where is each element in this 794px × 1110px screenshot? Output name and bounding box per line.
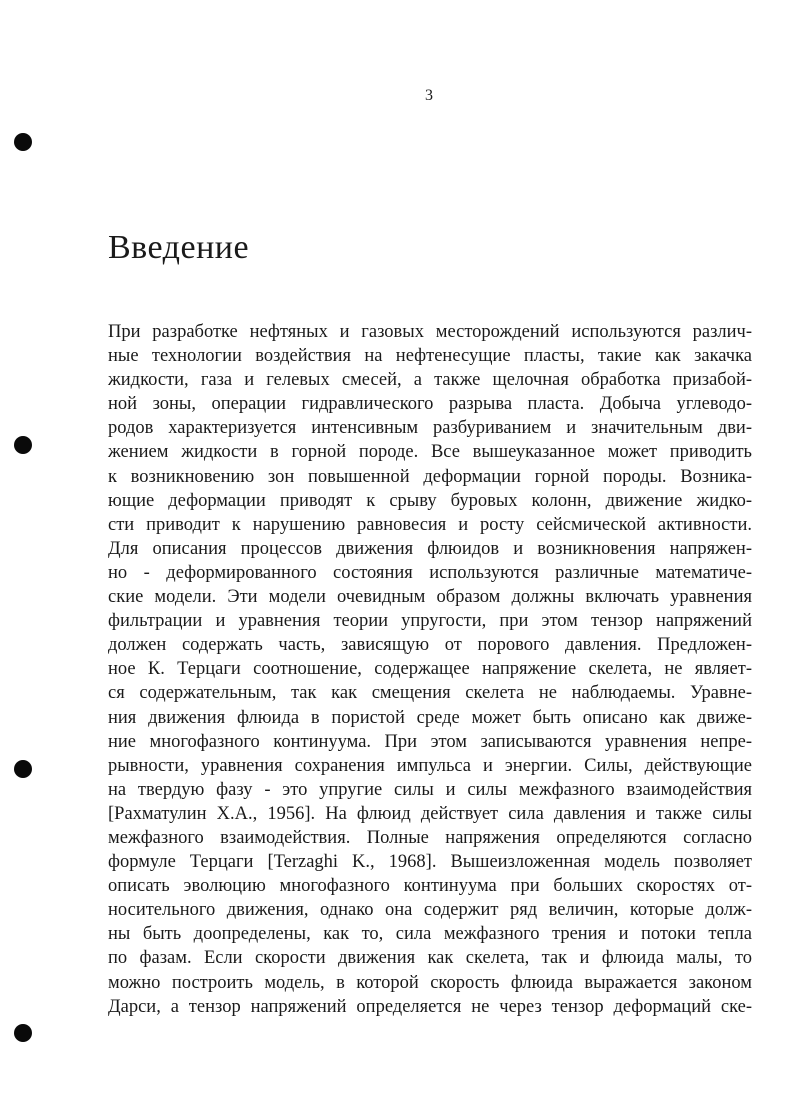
paragraph-line: можно построить модель, в которой скорость флюида выражается законом <box>108 972 752 993</box>
binder-hole-dot <box>14 133 32 151</box>
paragraph-line: ные технологии воздействия на нефтенесущие пласты, такие как закачка <box>108 346 752 367</box>
paragraph-line: родов характеризуется интенсивным разбуриванием и значительным дви- <box>108 418 752 439</box>
paragraph-line: описать эволюцию многофазного континуума при больших скоростях от- <box>108 876 752 897</box>
paragraph-line: фильтрации и уравнения теории упругости, при этом тензор напряжений <box>108 611 752 632</box>
paragraph-line: ны быть доопределены, как то, сила межфазного трения и потоки тепла <box>108 924 752 945</box>
paragraph-line: ное К. Терцаги соотношение, содержащее напряжение скелета, не являет- <box>108 659 752 680</box>
binder-hole-dot <box>14 760 32 778</box>
paragraph-line: Дарси, а тензор напряжений определяется не через тензор деформаций ске- <box>108 996 752 1017</box>
paragraph-line: ние многофазного континуума. При этом записываются уравнения непре- <box>108 731 752 752</box>
paragraph-line: межфазного взаимодействия. Полные напряжения определяются согласно <box>108 827 752 848</box>
paragraph-line: ной зоны, операции гидравлического разрыва пласта. Добыча углеводо- <box>108 394 752 415</box>
paragraph-line: но - деформированного состояния используются различные математиче- <box>108 562 752 583</box>
binder-hole-dot <box>14 1024 32 1042</box>
paragraph-line: [Рахматулин Х.А., 1956]. На флюид действует сила давления и также силы <box>108 803 752 824</box>
paragraph-line: ся содержательным, так как смещения скелета не наблюдаемы. Уравне- <box>108 683 752 704</box>
paragraph-line: жением жидкости в горной породе. Все вышеуказанное может приводить <box>108 442 752 463</box>
page-number: 3 <box>425 87 433 104</box>
paragraph-line: При разработке нефтяных и газовых месторождений используются различ- <box>108 322 752 342</box>
paragraph-line: к возникновению зон повышенной деформации горной породы. Возника- <box>108 466 752 487</box>
paragraph-line: рывности, уравнения сохранения импульса и энергии. Силы, действующие <box>108 755 752 776</box>
body-paragraph <box>108 320 752 1019</box>
paragraph-line: ния движения флюида в пористой среде может быть описано как движе- <box>108 707 752 728</box>
paragraph-line: формуле Терцаги [Terzaghi K., 1968]. Вышеизложенная модель позволяет <box>108 852 752 873</box>
paragraph-line: носительного движения, однако она содержит ряд величин, которые долж- <box>108 900 752 921</box>
paragraph-line: сти приводит к нарушению равновесия и росту сейсмической активности. <box>108 514 752 535</box>
paragraph-line: должен содержать часть, зависящую от порового давления. Предложен- <box>108 635 752 656</box>
paragraph-line: на твердую фазу - это упругие силы и силы межфазного взаимодействия <box>108 779 752 800</box>
paragraph-line: ющие деформации приводят к срыву буровых колонн, движение жидко- <box>108 490 752 511</box>
paragraph-line: ские модели. Эти модели очевидным образом должны включать уравнения <box>108 587 752 608</box>
paragraph-line: по фазам. Если скорости движения как скелета, так и флюида малы, то <box>108 948 752 969</box>
paragraph-line: Для описания процессов движения флюидов и возникновения напряжен- <box>108 538 752 559</box>
paragraph-line: жидкости, газа и гелевых смесей, а также щелочная обработка призабой- <box>108 370 752 391</box>
section-heading: Введение <box>108 229 250 266</box>
binder-hole-dot <box>14 436 32 454</box>
